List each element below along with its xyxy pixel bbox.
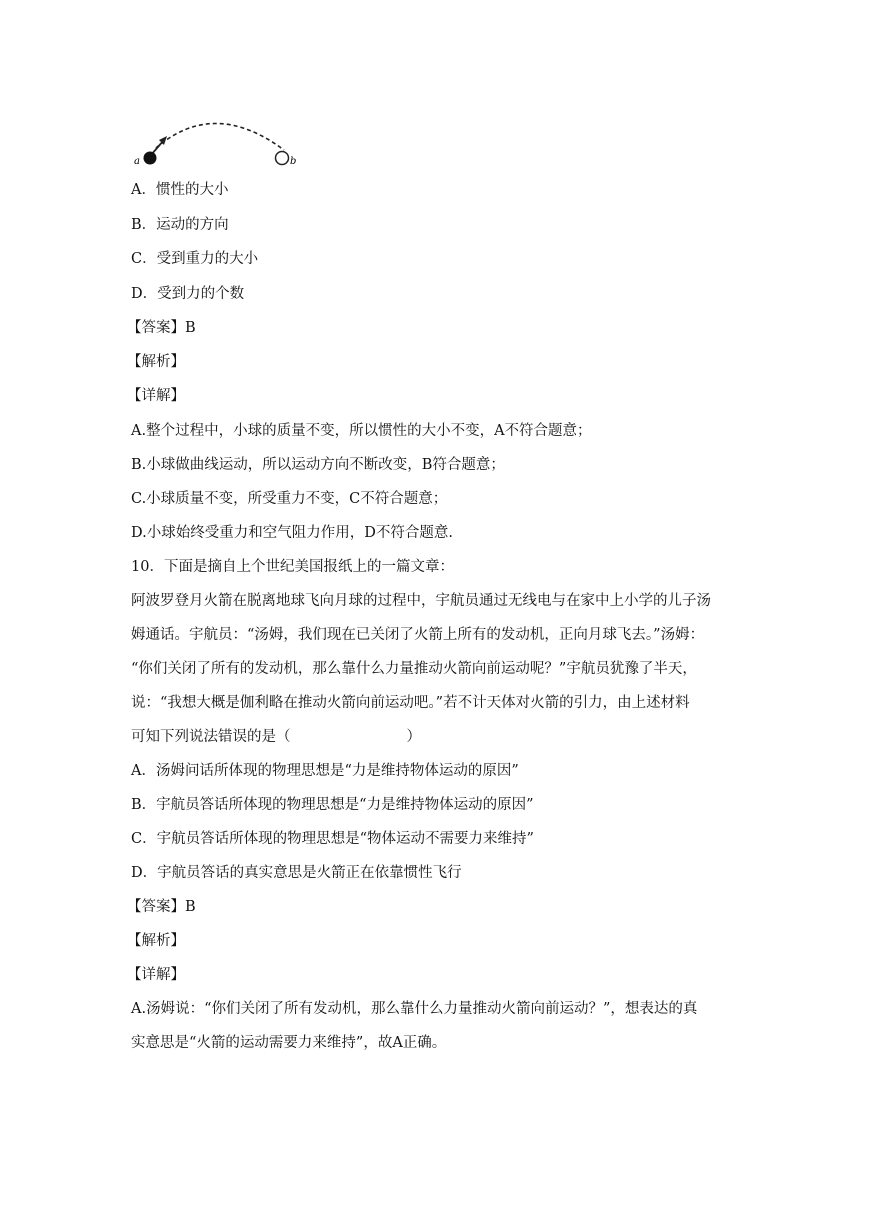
q10-detail-line-2: 实意思是“火箭的运动需要力来维持”，故A正确。 bbox=[131, 1035, 447, 1051]
q9-analysis-label: 【解析】 bbox=[127, 354, 185, 370]
q10-answer: 【答案】B bbox=[127, 899, 196, 915]
q9-detail-a: A.整个过程中，小球的质量不变，所以惯性的大小不变，A不符合题意； bbox=[131, 423, 592, 439]
q9-answer: 【答案】B bbox=[127, 320, 196, 336]
q9-detail-d: D.小球始终受重力和空气阻力作用，D不符合题意. bbox=[131, 525, 453, 541]
q10-detail-label: 【详解】 bbox=[127, 967, 185, 983]
q9-option-a: A．惯性的大小 bbox=[131, 182, 229, 198]
q9-detail-label: 【详解】 bbox=[127, 388, 185, 404]
trajectory-dashed-path bbox=[156, 123, 284, 150]
q10-option-b: B．宇航员答话所体现的物理思想是“力是维持物体运动的原因” bbox=[131, 797, 534, 813]
velocity-arrow bbox=[151, 136, 167, 155]
q10-analysis-label: 【解析】 bbox=[127, 933, 185, 949]
trajectory-figure bbox=[132, 110, 302, 172]
q9-option-d: D．受到力的个数 bbox=[131, 286, 245, 302]
q10-intro: 10．下面是摘自上个世纪美国报纸上的一篇文章： bbox=[131, 559, 454, 575]
ball-a bbox=[144, 152, 157, 165]
label-b: b bbox=[290, 156, 297, 167]
q10-option-d: D．宇航员答话的真实意思是火箭正在依靠惯性飞行 bbox=[131, 865, 462, 881]
q9-detail-c: C.小球质量不变，所受重力不变，C不符合题意； bbox=[131, 491, 448, 507]
q10-passage-line-5: 可知下列说法错误的是（ ） bbox=[131, 729, 421, 745]
label-a: a bbox=[134, 156, 140, 167]
q10-option-c: C．宇航员答话所体现的物理思想是“物体运动不需要力来维持” bbox=[131, 831, 534, 847]
q9-option-c: C．受到重力的大小 bbox=[131, 251, 259, 267]
q10-passage-line-4: 说：“我想大概是伽利略在推动火箭向前运动吧。”若不计天体对火箭的引力，由上述材料 bbox=[131, 695, 690, 711]
q9-option-b: B．运动的方向 bbox=[131, 217, 229, 233]
q10-passage-line-3: “你们关闭了所有的发动机，那么靠什么力量推动火箭向前运动呢？”宇航员犹豫了半天， bbox=[131, 661, 697, 677]
q10-option-a: A．汤姆问话所体现的物理思想是“力是维持物体运动的原因” bbox=[131, 763, 519, 779]
q10-detail-line-1: A.汤姆说：“你们关闭了所有发动机，那么靠什么力量推动火箭向前运动？”，想表达的真 bbox=[131, 1001, 698, 1017]
q10-passage-line-1: 阿波罗登月火箭在脱离地球飞向月球的过程中，宇航员通过无线电与在家中上小学的儿子汤 bbox=[131, 593, 711, 609]
q9-detail-b: B.小球做曲线运动，所以运动方向不断改变，B符合题意； bbox=[131, 457, 505, 473]
ball-b bbox=[276, 152, 289, 165]
q10-passage-line-2: 姆通话。宇航员：“汤姆，我们现在已关闭了火箭上所有的发动机，正向月球飞去。”汤姆： bbox=[131, 627, 705, 643]
